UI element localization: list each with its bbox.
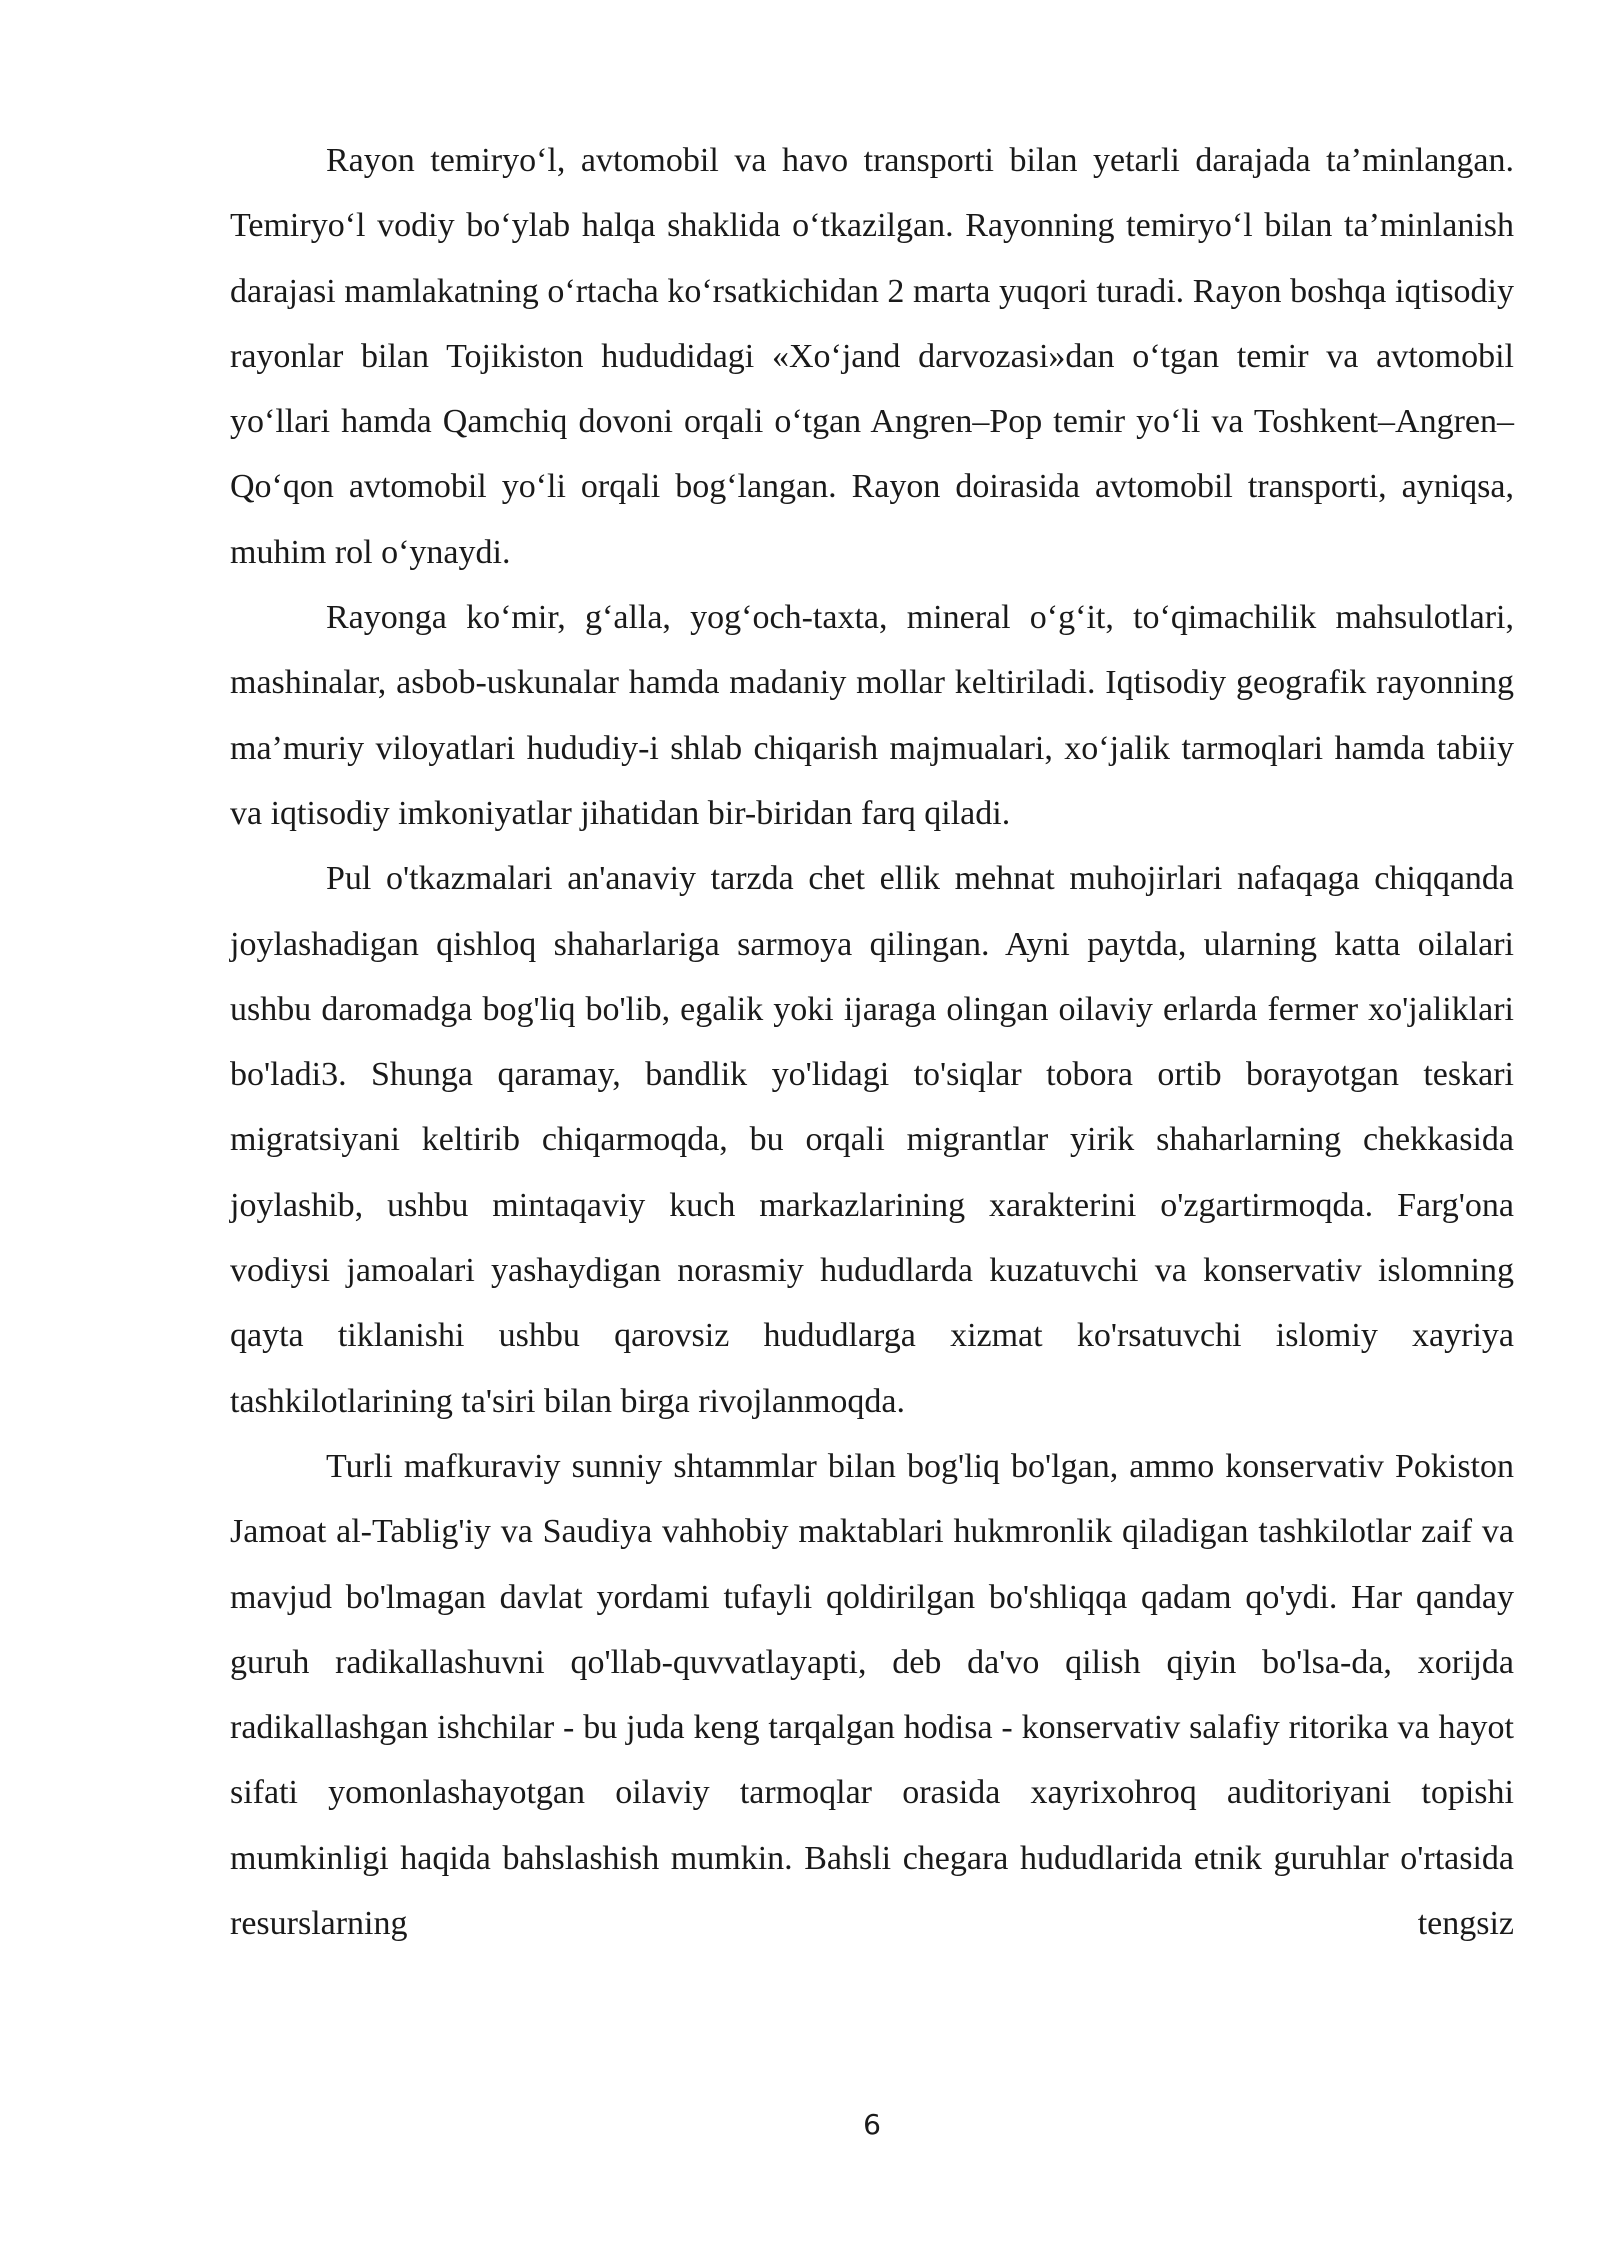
document-body [230, 128, 1514, 1956]
paragraph-imports: Rayonga ko‘mir, g‘alla, yog‘och-taxta, mineral o‘g‘it, to‘qimachilik mahsulotlari, mashinalar, asbob-uskunalar hamda madaniy mollar keltiriladi. Iqtisodiy geografik rayonning ma’muriy viloyatlari hududiy-i shlab chiqarish majmualari, xo‘jalik tarmoqlari hamda tabiiy va iqtisodiy imkoniyatlar jihatidan bir-biridan farq qiladi. [230, 599, 1514, 832]
paragraph-remittances: Pul o'tkazmalari an'anaviy tarzda chet ellik mehnat muhojirlari nafaqaga chiqqanda joylashadigan qishloq shaharlariga sarmoya qilingan. Ayni paytda, ularning katta oilalari ushbu daromadga bog'liq bo'lib, egalik yoki ijaraga olingan oilaviy erlarda fermer xo'jaliklari bo'ladi3. Shunga qaramay, bandlik yo'lidagi to'siqlar tobora ortib borayotgan teskari migratsiyani keltirib chiqarmoqda, bu orqali migrantlar yirik shaharlarning chekkasida joylashib, ushbu mintaqaviy kuch markazlarining xarakterini o'zgartirmoqda. Farg'ona vodiysi jamoalari yashaydigan norasmiy hududlarda kuzatuvchi va konservativ islomning qayta tiklanishi ushbu qarovsiz hududlarga xizmat ko'rsatuvchi islomiy xayriya tashkilotlarining ta'siri bilan birga rivojlanmoqda. [230, 860, 1514, 1420]
page-number: 6 [863, 2108, 881, 2141]
paragraph-organizations: Turli mafkuraviy sunniy shtammlar bilan bog'liq bo'lgan, ammo konservativ Pokiston Jamoat al-Tablig'iy va Saudiya vahhobiy maktablari hukmronlik qiladigan tashkilotlar zaif va mavjud bo'lmagan davlat yordami tufayli qoldirilgan bo'shliqqa qadam qo'ydi. Har qanday guruh radikallashuvni qo'llab-quvvatlayapti, deb da'vo qilish qiyin bo'lsa-da, xorijda radikallashgan ishchilar - bu juda keng tarqalgan hodisa - konservativ salafiy ritorika va hayot sifati yomonlashayotgan oilaviy tarmoqlar orasida xayrixohroq auditoriyani topishi mumkinligi haqida bahslashish mumkin. Bahsli chegara hududlarida etnik guruhlar o'rtasida resurslarning tengsiz [230, 1447, 1514, 1943]
paragraph-transport: Rayon temiryo‘l, avtomobil va havo transporti bilan yetarli darajada ta’minlangan. Temiryo‘l vodiy bo‘ylab halqa shaklida o‘tkazilgan. Rayonning temiryo‘l bilan ta’minlanish darajasi mamlakatning o‘rtacha ko‘rsatkichidan 2 marta yuqori turadi. Rayon boshqa iqtisodiy rayonlar bilan Tojikiston hududidagi «Xo‘jand darvozasi»dan o‘tgan temir va avtomobil yo‘llari hamda Qamchiq dovoni orqali o‘tgan Angren–Pop temir yo‘li va Toshkent–Angren–Qo‘qon avtomobil yo‘li orqali bog‘langan. Rayon doirasida avtomobil transporti, ayniqsa, muhim rol o‘ynaydi. [230, 142, 1514, 571]
